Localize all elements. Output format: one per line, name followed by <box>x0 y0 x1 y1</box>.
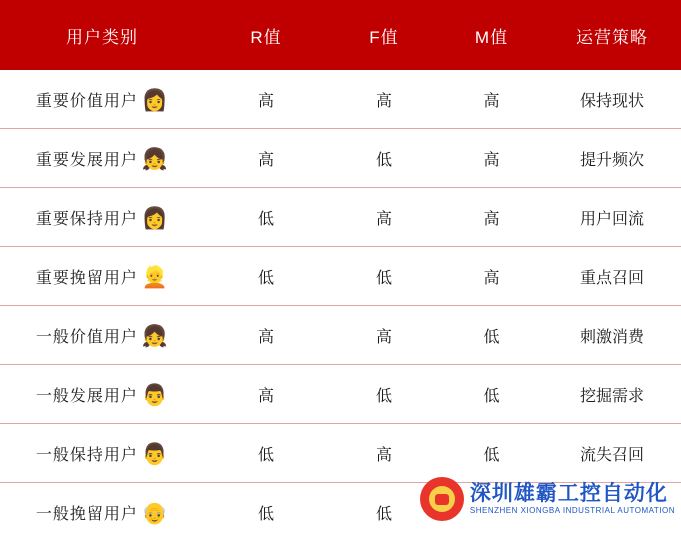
cell-f-value: 高 <box>328 188 440 247</box>
cell-m-value: 高 <box>440 70 543 129</box>
cell-user-type <box>0 129 204 188</box>
cell-strategy <box>543 483 681 541</box>
table-header-row <box>0 0 681 70</box>
user-type-label: 重要挽留用户 <box>36 265 138 288</box>
cell-r-value: 高 <box>204 129 328 188</box>
cell-user-type <box>0 424 204 483</box>
table-body <box>0 70 681 541</box>
column-header-user-type: 用户类别 <box>0 0 204 70</box>
girl-pigtails-avatar: 👧 <box>142 149 168 170</box>
woman-short-hair-avatar: 👩 <box>142 90 168 111</box>
cell-strategy: 保持现状 <box>543 70 681 129</box>
cell-strategy: 提升频次 <box>543 129 681 188</box>
column-header-m-value: M值 <box>440 0 543 70</box>
user-type-label: 重要发展用户 <box>36 147 138 170</box>
cell-f-value: 低 <box>328 247 440 306</box>
watermark-company-cn: 深圳雄霸工控自动化 <box>470 482 675 505</box>
cell-strategy: 刺激消费 <box>543 306 681 365</box>
cell-m-value: 高 <box>440 247 543 306</box>
cell-user-type <box>0 483 204 541</box>
column-header-f-value: F值 <box>328 0 440 70</box>
cell-r-value: 高 <box>204 70 328 129</box>
woman-orange-shirt-avatar: 👩 <box>142 208 168 229</box>
user-type-label: 一般发展用户 <box>36 383 138 406</box>
table-row <box>0 306 681 365</box>
cell-strategy: 用户回流 <box>543 188 681 247</box>
column-header-r-value: R值 <box>204 0 328 70</box>
cell-m-value <box>440 483 543 541</box>
table-row <box>0 483 681 541</box>
blonde-woman-avatar: 👱 <box>142 267 168 288</box>
cell-m-value: 低 <box>440 365 543 424</box>
cell-user-type <box>0 70 204 129</box>
girl-dark-hair-avatar: 👧 <box>142 326 168 347</box>
cell-f-value: 高 <box>328 424 440 483</box>
cell-m-value: 低 <box>440 424 543 483</box>
table-row <box>0 129 681 188</box>
column-header-strategy: 运营策略 <box>543 0 681 70</box>
cell-r-value: 低 <box>204 247 328 306</box>
cell-user-type <box>0 306 204 365</box>
user-type-label: 一般价值用户 <box>36 324 138 347</box>
cell-r-value: 低 <box>204 483 328 541</box>
cell-m-value: 高 <box>440 129 543 188</box>
table-row <box>0 424 681 483</box>
cell-strategy: 挖掘需求 <box>543 365 681 424</box>
table-row <box>0 365 681 424</box>
cell-f-value: 低 <box>328 129 440 188</box>
user-type-label: 一般保持用户 <box>36 442 138 465</box>
man-blue-shirt-avatar: 👨 <box>142 444 168 465</box>
table-row <box>0 70 681 129</box>
cell-strategy: 流失召回 <box>543 424 681 483</box>
cell-strategy: 重点召回 <box>543 247 681 306</box>
cell-user-type <box>0 188 204 247</box>
user-type-label: 一般挽留用户 <box>36 501 138 524</box>
watermark-company-en: SHENZHEN XIONGBA INDUSTRIAL AUTOMATION <box>470 507 675 516</box>
user-type-label: 重要保持用户 <box>36 206 138 229</box>
cell-f-value: 高 <box>328 306 440 365</box>
cell-m-value: 低 <box>440 306 543 365</box>
cell-user-type <box>0 247 204 306</box>
cell-f-value: 高 <box>328 70 440 129</box>
table-row <box>0 188 681 247</box>
user-type-label: 重要价值用户 <box>36 88 138 111</box>
man-grey-hair-avatar: 👴 <box>142 503 168 524</box>
cell-f-value: 低 <box>328 365 440 424</box>
table-row <box>0 247 681 306</box>
cell-m-value: 高 <box>440 188 543 247</box>
cell-r-value: 高 <box>204 306 328 365</box>
cell-r-value: 低 <box>204 188 328 247</box>
table-header <box>0 0 681 70</box>
cell-r-value: 低 <box>204 424 328 483</box>
cell-r-value: 高 <box>204 365 328 424</box>
man-orange-shirt-avatar: 👨 <box>142 385 168 406</box>
cell-user-type <box>0 365 204 424</box>
cell-f-value: 低 <box>328 483 440 541</box>
